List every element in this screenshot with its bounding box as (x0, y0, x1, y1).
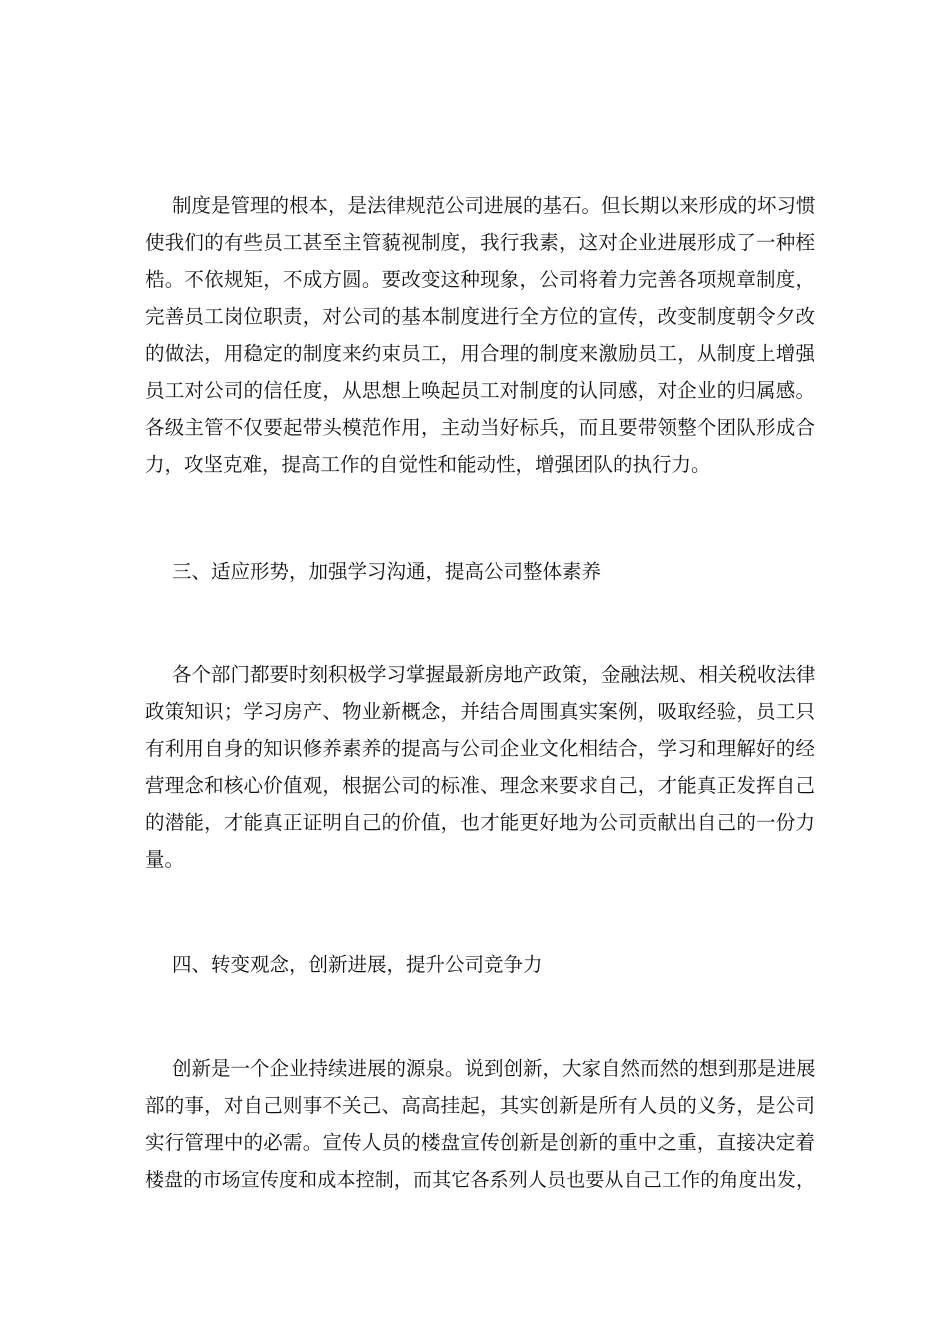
paragraph-line: 部的事，对自己则事不关己、高高挂起，其实创新是所有人员的义务，是公司 (145, 1094, 815, 1117)
paragraph-line: 梏。不依规矩，不成方圆。要改变这种现象，公司将着力完善各项规章制度， (145, 268, 815, 291)
paragraph-line: 营理念和核心价值观，根据公司的标准、理念来要求自己，才能真正发挥自己 (145, 774, 815, 797)
paragraph-line: 政策知识；学习房产、物业新概念，并结合周围真实案例，吸取经验，员工只 (145, 700, 815, 723)
paragraph-line: 有利用自身的知识修养素养的提高与公司企业文化相结合，学习和理解好的经 (145, 737, 815, 760)
paragraph-line: 楼盘的市场宣传度和成本控制，而其它各系列人员也要从自己工作的角度出发， (145, 1169, 815, 1191)
section-heading-3: 三、适应形势，加强学习沟通，提高公司整体素养 (172, 560, 602, 583)
paragraph-line: 员工对公司的信任度，从思想上唤起员工对制度的认同感，对企业的归属感。 (145, 379, 815, 402)
paragraph-line: 各个部门都要时刻积极学习掌握最新房地产政策，金融法规、相关税收法律 (172, 663, 816, 686)
paragraph-line: 的潜能，才能真正证明自己的价值，也才能更好地为公司贡献出自己的一份力 (145, 811, 815, 834)
paragraph-line: 完善员工岗位职责，对公司的基本制度进行全方位的宣传，改变制度朝令夕改 (145, 305, 815, 328)
paragraph-line: 制度是管理的根本，是法律规范公司进展的基石。但长期以来形成的坏习惯 (172, 194, 816, 217)
paragraph-line: 各级主管不仅要起带头模范作用，主动当好标兵，而且要带领整个团队形成合 (145, 416, 815, 439)
section-heading-4: 四、转变观念，创新进展，提升公司竞争力 (172, 953, 543, 976)
paragraph-line: 力，攻坚克难，提高工作的自觉性和能动性，增强团队的执行力。 (145, 453, 711, 476)
paragraph-line: 创新是一个企业持续进展的源泉。说到创新，大家自然而然的想到那是进展 (172, 1057, 816, 1080)
paragraph-line: 的做法，用稳定的制度来约束员工，用合理的制度来激励员工，从制度上增强 (145, 342, 815, 365)
paragraph-line: 使我们的有些员工甚至主管藐视制度，我行我素，这对企业进展形成了一种桎 (145, 231, 815, 254)
paragraph-line: 量。 (145, 848, 185, 871)
paragraph-line: 实行管理中的必需。宣传人员的楼盘宣传创新是创新的重中之重，直接决定着 (145, 1131, 815, 1154)
